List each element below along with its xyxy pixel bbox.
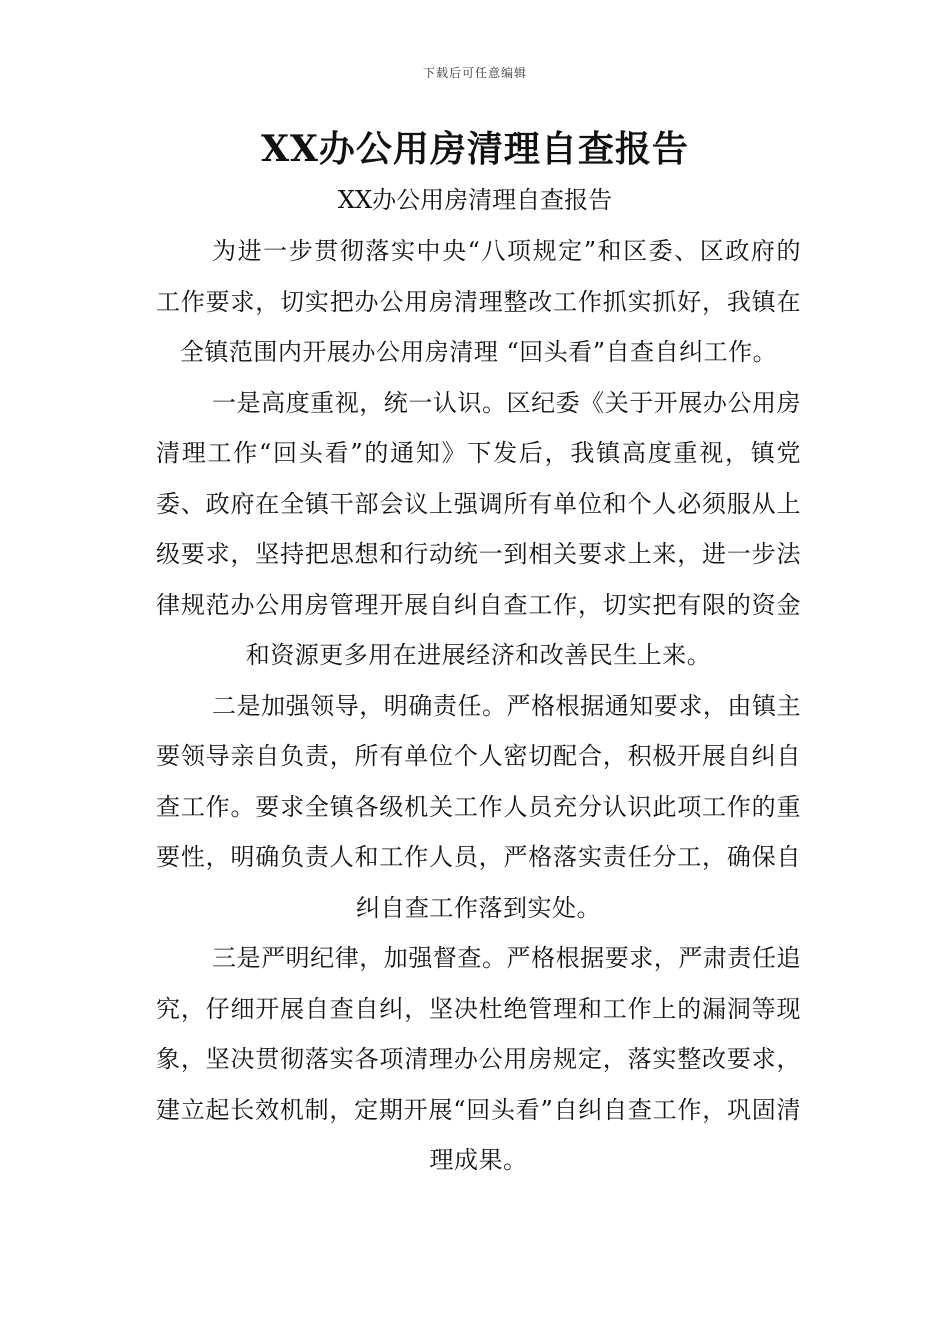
header-note: 下载后可任意编辑 (422, 66, 527, 80)
paragraph-intro: 为进一步贯彻落实中央“八项规定”和区委、区政府的工作要求，切实把办公用房清理整改工作抓实抓好，我镇在全镇范围内开展办公用房清理 “回头看”自查自纠工作。 (156, 237, 801, 366)
paragraph-2: 二是加强领导，明确责任。严格根据通知要求，由镇主要领导亲自负责，所有单位个人密切配合，积极开展自纠自查工作。要求全镇各级机关工作人员充分认识此项工作的重要性，明确负责人和工作人员，严格落实责任分工，确保自纠自查工作落到实处。 (156, 691, 801, 922)
document-body (156, 226, 801, 1186)
document-title: XX办公用房清理自查报告 (261, 128, 689, 170)
paragraph-3: 三是严明纪律，加强督查。严格根据要求，严肃责任追究，仔细开展自查自纠，坚决杜绝管理和工作上的漏洞等现象，坚决贯彻落实各项清理办公用房规定，落实整改要求，建立起长效机制，定期开展“回头看”自纠自查工作，巩固清理成果。 (156, 944, 801, 1174)
document-subtitle: XX办公用房清理自查报告 (337, 186, 613, 214)
paragraph-1: 一是高度重视，统一认识。区纪委《关于开展办公用房清理工作“回头看”的通知》下发后，我镇高度重视，镇党委、政府在全镇干部会议上强调所有单位和个人必须服从上级要求，坚持把思想和行动统一到相关要求上来，进一步法律规范办公用房管理开展自纠自查工作，切实把有限的资金和资源更多用在进展经济和改善民生上来。 (156, 388, 801, 669)
